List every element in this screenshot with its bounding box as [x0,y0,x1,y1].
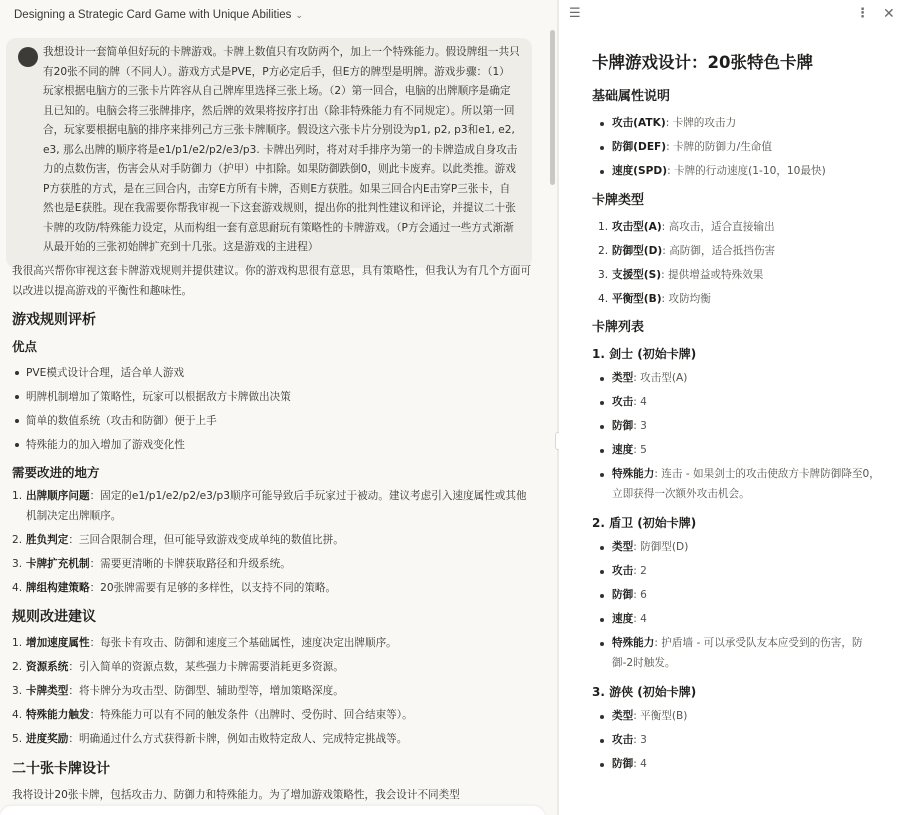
list-item: 攻击(ATK): 卡牌的攻击力 [592,114,882,134]
chevron-down-icon: ⌄ [295,9,303,20]
card-title: 2. 盾卫 (初始卡牌) [592,516,697,530]
list-item: 2. 资源系统：引入简单的资源点数，某些强力卡牌需要消耗更多资源。 [12,661,344,673]
list-item: 特殊能力的加入增加了游戏变化性 [12,433,532,457]
list-item: 防御: 3 [592,417,882,437]
conversation-title-button[interactable] [14,9,303,21]
list-item: 类型: 防御型(D) [592,538,882,558]
card-design-intro: 我将设计20张卡牌，包括攻击力、防御力和特殊能力。为了增加游戏策略性，我会设计不同类型 [12,788,460,801]
card-list-heading: 卡牌列表 [592,320,645,335]
list-item: 1. 增加速度属性：每张卡有攻击、防御和速度三个基础属性，速度决定出牌顺序。 [12,637,397,649]
close-icon[interactable]: ✕ [883,6,895,22]
card-fields [592,538,882,673]
user-message [6,38,532,268]
list-item: 4. 牌组构建策略：20张牌需要有足够的多样性，以支持不同的策略。 [12,581,337,594]
list-item: 速度: 4 [592,610,882,630]
list-item: 速度(SPD): 卡牌的行动速度(1-10，10最快) [592,162,882,182]
suggestions-list [12,634,532,750]
list-item: 类型: 平衡型(B) [592,707,882,727]
card-title: 3. 游侠 (初始卡牌) [592,685,697,699]
list-item: 攻击: 2 [592,562,882,582]
list-item: 明牌机制增加了策略性，玩家可以根据敌方卡牌做出决策 [12,385,532,409]
user-avatar [18,47,38,67]
conversation-title: Designing a Strategic Card Game with Unique Abilities [14,9,292,21]
list-item: PVE模式设计合理，适合单人游戏 [12,361,532,385]
section-heading-suggestions: 规则改进建议 [12,609,96,625]
list-item: 3. 卡牌扩充机制：需要更清晰的卡牌获取路径和升级系统。 [12,557,291,570]
list-item: 特殊能力: 护盾墙 - 可以承受队友本应受到的伤害，防御-2时触发。 [592,634,882,673]
card-fields [592,707,882,775]
pros-list [12,361,532,457]
card-fields [592,369,882,504]
types-heading: 卡牌类型 [592,192,645,208]
list-item: 2. 防御型(D): 高防御，适合抵挡伤害 [598,244,776,257]
assistant-reply [12,262,532,813]
subheading-pros: 优点 [12,339,38,354]
improvements-list [12,487,532,598]
list-item: 简单的数值系统（攻击和防御）便于上手 [12,409,532,433]
list-item: 1. 攻击型(A): 高攻击，适合直接输出 [598,220,775,233]
list-item: 3. 支援型(S): 提供增益或特殊效果 [598,268,764,281]
types-list [592,218,882,310]
section-heading-analysis: 游戏规则评析 [12,312,96,328]
list-item: 特殊能力: 连击 - 如果剑士的攻击使敌方卡牌防御降至0，立即获得一次额外攻击机会。 [592,465,882,504]
list-item: 4. 平衡型(B): 攻防均衡 [598,292,711,305]
attr-heading: 基础属性说明 [592,89,671,104]
list-icon[interactable]: ☰ [569,6,581,21]
list-item: 攻击: 3 [592,731,882,751]
section-heading-card-design: 二十张卡牌设计 [12,760,110,777]
card-title: 1. 剑士 (初始卡牌) [592,347,697,361]
user-message-text: 我想设计一套简单但好玩的卡牌游戏。卡牌上数值只有攻防两个，加上一个特殊能力。假设牌组一共只有20张不同的牌（不同人）。游戏方式是PVE，P方必定后手，但E方的牌型是明牌。游戏步骤：（1）玩家根据电脑方的三张卡片阵容从自己牌库里选择三张上场。（2）第一回合，电脑的出牌顺序是确定且已知的。电脑会将三张牌排序，然后牌的效果将按序打出（除非特殊能力有不同规定）。所以第一回合，玩家要根据电脑的排序来排列己方三张卡牌顺序。假设这六张卡片分别设为p1, p2, p3和e1, e2, e3, 那么出牌的顺序将是e1/p1/e2/p2/e3/p3. 卡牌出列时，将对对手排序为第一的卡牌造成自身攻击力的点数伤害，伤害会从对手防御力（护甲）中扣除。如果防御跌倒0，则此卡废弃。以此类推。游戏P方获胜的方式，是在三回合内，击穿E方所有卡牌，否则E方获胜。如果三回合内E击穿P三张卡，自然也是E获胜。现在我需要你帮我审视一下这套游戏规则，提出你的批判性建议和评论，并提议二十张卡牌的攻防/特殊能力设定，从而构组一套有意思耐玩有策略性的卡牌游戏。（P方会通过一些方式渐渐从最开始的三张初始牌扩充到十几张。这是游戏的主进程） [43,46,520,253]
list-item: 2. 胜负判定：三回合限制合理，但可能导致游戏变成单纯的数值比拼。 [12,533,344,546]
list-item: 速度: 5 [592,441,882,461]
artifact-document [592,52,882,785]
more-options-icon[interactable]: ⋮ [856,6,869,21]
message-input-box[interactable] [0,806,545,815]
artifact-title: 卡牌游戏设计：20张特色卡牌 [592,53,813,72]
artifact-pane [559,0,900,815]
attr-list [592,114,882,182]
list-item: 防御: 6 [592,586,882,606]
list-item: 攻击: 4 [592,393,882,413]
list-item: 1. 出牌顺序问题：固定的e1/p1/e2/p2/e3/p3顺序可能导致后手玩家过于被动。建议考虑引入速度属性或其他机制决定出牌顺序。 [12,490,527,522]
artifact-toolbar [559,0,900,30]
subheading-improvements: 需要改进的地方 [12,465,100,480]
chat-scrollbar[interactable] [550,30,555,185]
list-item: 防御(DEF): 卡牌的防御力/生命值 [592,138,882,158]
list-item: 4. 特殊能力触发：特殊能力可以有不同的触发条件（出牌时、受伤时、回合结束等）。 [12,709,413,721]
list-item: 5. 进度奖励：明确通过什么方式获得新卡牌，例如击败特定敌人、完成特定挑战等。 [12,733,408,745]
reply-intro: 我很高兴帮你审视这套卡牌游戏规则并提供建议。你的游戏构思很有意思，具有策略性，但我认为有几个方面可以改进以提高游戏的平衡性和趣味性。 [12,265,532,297]
list-item: 类型: 攻击型(A) [592,369,882,389]
list-item: 防御: 4 [592,755,882,775]
chat-header [0,0,557,30]
list-item: 3. 卡牌类型：将卡牌分为攻击型、防御型、辅助型等，增加策略深度。 [12,685,344,697]
